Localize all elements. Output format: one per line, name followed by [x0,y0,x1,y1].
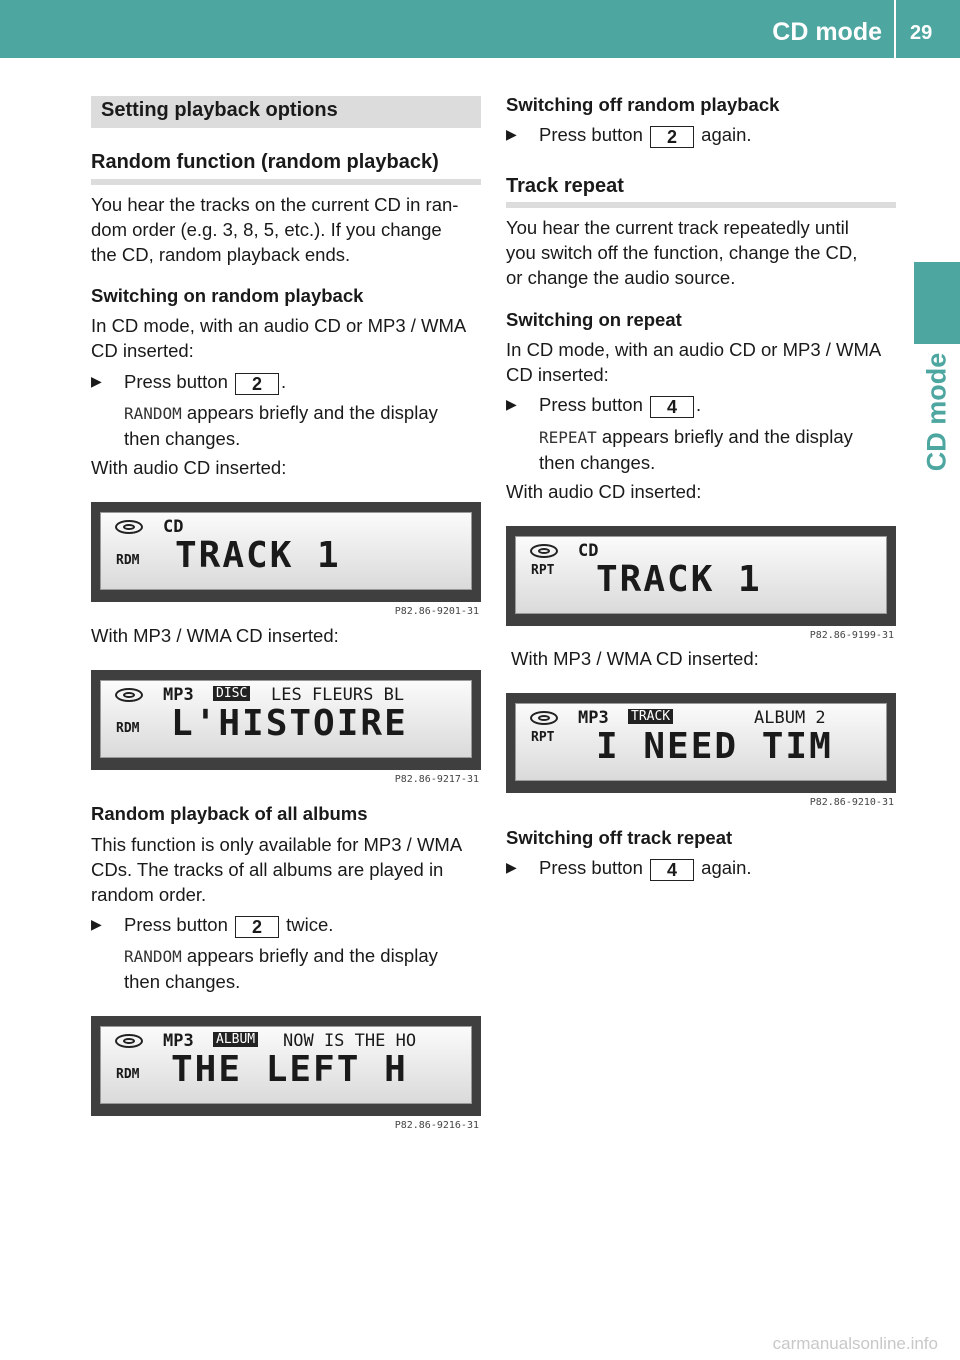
text-line: You hear the tracks on the current CD in ran- [91,194,459,215]
text-line: you switch off the function, change the CD, [506,242,858,263]
repeat-off-title: Switching off track repeat [506,827,733,848]
step-text: Press button [124,914,228,935]
step-text: Press button [124,371,228,392]
random-on-text [91,313,481,363]
lcd-tag: TRACK [628,709,673,724]
text-line: dom order (e.g. 3, 8, 5, etc.). If you change [91,219,442,240]
header-bar [0,0,960,58]
image-ref: P82.86-9199-31 [809,630,894,641]
random-intro [91,192,481,267]
heading-rule [91,179,481,185]
lcd-source: MP3 [578,708,609,728]
text-line: You hear the current track repeatedly until [506,217,849,238]
lcd-mode: RPT [531,563,555,578]
step-result [124,943,484,994]
repeat-on-title: Switching on repeat [506,309,682,330]
arrow-bullet-icon: ▶ [506,396,517,412]
image-ref: P82.86-9210-31 [809,797,894,808]
arrow-bullet-icon: ▶ [506,859,517,875]
display-code: REPEAT [539,428,597,447]
button-key-2: 2 [235,916,279,938]
lcd-mode: RDM [116,553,140,568]
button-key-4: 4 [650,859,694,881]
all-albums-title: Random playback of all albums [91,803,368,824]
text-line: This function is only available for MP3 / WMA [91,834,463,855]
lcd-source: MP3 [163,685,194,705]
button-key-2: 2 [650,126,694,148]
step-text: again. [696,124,752,145]
display-code: RANDOM [124,947,182,966]
step-result [124,400,484,451]
text-line: or change the audio source. [506,267,736,288]
lcd-screen [515,536,887,614]
lcd-screen [100,512,472,590]
side-tab-marker [914,262,960,344]
step-text: twice. [281,914,334,935]
all-albums-text [91,832,481,907]
audio-cd-label: With audio CD inserted: [506,481,702,502]
random-on-title: Switching on random playback [91,285,364,306]
step-text: again. [696,857,752,878]
lcd-info: ALBUM 2 [754,708,826,728]
text-line: In CD mode, with an audio CD or MP3 / WMA [506,339,882,360]
lcd-main-text: TRACK 1 [596,559,762,600]
result-text: then changes. [124,428,241,449]
image-ref: P82.86-9201-31 [394,606,479,617]
lcd-screen [100,680,472,758]
lcd-main-text: TRACK 1 [175,535,341,576]
arrow-bullet-icon: ▶ [91,373,102,389]
disc-icon [115,688,143,702]
lcd-main-text: L'HISTOIRE [171,703,408,744]
lcd-display-repeat-mp3 [506,693,896,793]
random-off-title: Switching off random playback [506,94,780,115]
button-key-4: 4 [650,396,694,418]
side-tab-label: CD mode [921,352,952,472]
disc-icon [115,1034,143,1048]
lcd-info: NOW IS THE HO [283,1031,417,1051]
text-line: the CD, random playback ends. [91,244,351,265]
disc-icon [530,544,558,558]
text-line: CD inserted: [506,364,609,385]
header-divider [894,0,896,58]
result-text: then changes. [539,452,656,473]
lcd-display-repeat-cd [506,526,896,626]
lcd-tag: ALBUM [213,1032,258,1047]
lcd-tag: DISC [213,686,250,701]
image-ref: P82.86-9216-31 [394,1120,479,1131]
step-text: Press button [539,857,643,878]
disc-icon [530,711,558,725]
repeat-on-text [506,337,896,387]
text-line: random order. [91,884,207,905]
repeat-intro [506,215,896,290]
step-punct: . [696,394,702,415]
arrow-bullet-icon: ▶ [506,126,517,142]
result-text: then changes. [124,971,241,992]
text-line: In CD mode, with an audio CD or MP3 / WMA [91,315,467,336]
image-ref: P82.86-9217-31 [394,774,479,785]
result-text: appears briefly and the display [181,945,438,966]
mp3-cd-label: With MP3 / WMA CD inserted: [511,648,759,669]
chapter-title: CD mode [772,18,882,46]
lcd-main-text: THE LEFT H [171,1049,408,1090]
result-text: appears briefly and the display [181,402,438,423]
step-result [539,424,899,475]
result-text: appears briefly and the display [596,426,853,447]
heading-rule [506,202,896,208]
section-header [91,96,481,128]
step-text: Press button [539,124,643,145]
arrow-bullet-icon: ▶ [91,916,102,932]
page-number: 29 [910,22,933,44]
watermark: carmanualsonline.info [772,1334,938,1353]
lcd-display-random-cd [91,502,481,602]
lcd-main-text: I NEED TIM [596,726,833,767]
lcd-mode: RDM [116,1067,140,1082]
mp3-cd-label: With MP3 / WMA CD inserted: [91,625,339,646]
lcd-source: CD [578,541,599,561]
lcd-mode: RPT [531,730,555,745]
lcd-screen [100,1026,472,1104]
step-punct: . [281,371,287,392]
lcd-mode: RDM [116,721,140,736]
section-title: Setting playback options [101,99,338,121]
button-key-2: 2 [235,373,279,395]
step-text: Press button [539,394,643,415]
lcd-screen [515,703,887,781]
display-code: RANDOM [124,404,182,423]
lcd-source: MP3 [163,1031,194,1051]
lcd-display-random-albums [91,1016,481,1116]
disc-icon [115,520,143,534]
text-line: CD inserted: [91,340,194,361]
text-line: CDs. The tracks of all albums are played in [91,859,444,880]
lcd-info: LES FLEURS BL [271,685,405,705]
audio-cd-label: With audio CD inserted: [91,457,287,478]
random-heading: Random function (random playback) [91,151,439,173]
lcd-source: CD [163,517,184,537]
repeat-heading: Track repeat [506,175,624,197]
lcd-display-random-mp3 [91,670,481,770]
